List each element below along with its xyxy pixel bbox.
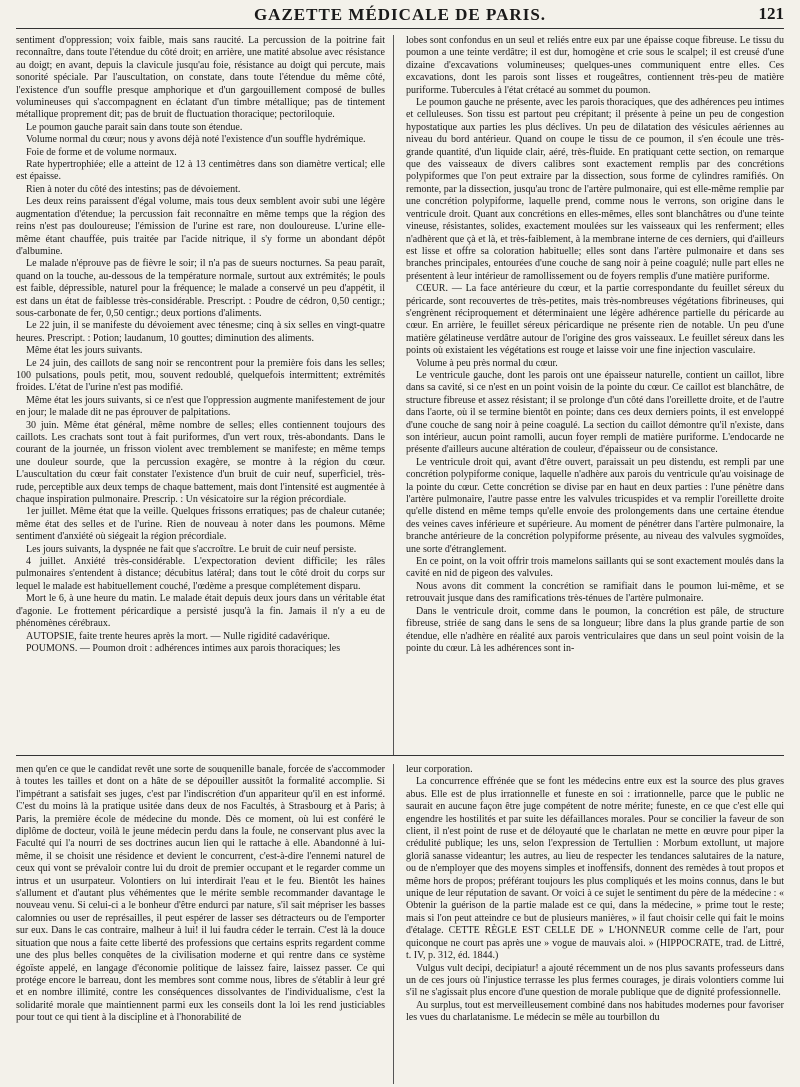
feuilleton-left-column [16, 764, 394, 1084]
publication-title: GAZETTE MÉDICALE DE PARIS. [253, 5, 547, 24]
paragraph: En ce point, on la voit offrir trois mamelons saillants qui se sont exactement moulés dans la cavité en nid de pigeon des valvules. [406, 556, 784, 580]
paragraph: 1er juillet. Même état que la veille. Quelques frissons erratiques; pas de chaleur cutanée; même état des selles et de l'urine. Rien de nouveau à noter dans les poumons. Même sentiment d'anxiété où siégeait la région précordiale. [16, 506, 385, 543]
paragraph: lobes sont confondus en un seul et reliés entre eux par une épaisse coque fibreuse. Le tissu du poumon a une teinte verdâtre; il est dur, homogène et crie sous le scalpel; il est creusé d'une dizaine d'excavations volumineuses; quelques-unes communiquent entre elles. Ces excavations, dont les parois sont lisses et rougeâtres, contiennent très-peu de matière puriforme. Tubercules à l'état crétacé au sommet du poumon. [406, 35, 784, 96]
case-report-right-column [406, 35, 784, 755]
paragraph: Même état les jours suivants, si ce n'est que l'oppression augmente manifestement de jour en jour; le malade dit ne pas éprouver de palpitations. [16, 394, 385, 419]
paragraph: Nous avons dit comment la concrétion se ramifiait dans le poumon lui-même, et se retrouvait jusque dans des ramifications très-ténues de l'artère pulmonaire. [406, 580, 784, 605]
paragraph: POUMONS. — Poumon droit : adhérences intimes aux parois thoraciques; les [26, 642, 341, 654]
paragraph: Les deux reins paraissent d'égal volume, mais tous deux semblent avoir subi une légère augmentation d'étendue; la percussion fait reconnaître en même temps que la région des reins n'est pas douloureuse; l'émission de l'urine est rare, non douloureuse. L'urine elle-même étant chauffée, puis traitée par l'acide nitrique, il s'y forme un abondant dépôt d'albumine. [16, 196, 385, 257]
paragraph: Volume à peu près normal du cœur. [416, 357, 558, 369]
paragraph: Même état les jours suivants. [26, 345, 143, 357]
case-report-section [16, 35, 784, 756]
paragraph: Rien à noter du côté des intestins; pas de dévoiement. [26, 183, 241, 195]
paragraph: Le ventricule droit qui, avant d'être ouvert, paraissait un peu distendu, est rempli par une concrétion polypiforme conique, laquelle n'adhère aux parois du ventricule qu'au voisinage de la pointe du cœur. Cette concrétion se divise par en haut en deux parties : l'une pénètre dans l'artère pulmonaire, l'autre passe entre les valvules tricuspides et va remplir l'oreillette droite qu'elle distend en même temps qu'elle envoie des prolongements dans une certaine étendue des veines caves inférieure et supérieure. Au moment de pénétrer dans l'artère pulmonaire, la branche antérieure de la concrétion polypiforme présente, au niveau des valvules sygmoïdes, une sorte d'étranglement. [406, 456, 784, 555]
paragraph: Vulgus vult decipi, decipiatur! a ajouté récemment un de nos plus savants professeurs dans un de ces jours où l'injustice terrasse les plus fermes courages, je dirais volontiers comme lui s'il ne s'agissait plus encore d'une question de morale publique que de dignité professionnelle. [406, 962, 784, 999]
paragraph: Au surplus, tout est merveilleusement combiné dans nos habitudes modernes pour favoriser les vues du charlatanisme. Le médecin se mêle au tourbillon du [406, 999, 784, 1024]
paragraph: sentiment d'oppression; voix faible, mais sans raucité. La percussion de la poitrine fait reconnaître, dans toute l'étendue du côté droit; en arrière, une matité absolue avec résistance au doigt; en avant, depuis la clavicule jusqu'au foie, résistance au doigt qui percute, mais sonorité spéciale. Par l'auscultation, on constate, dans toute l'étendue du même côté, l'existence d'un souffle presque amphorique et d'un gargouillement composé de bulles volumineuses qui s'accompagnent en éclatant d'un timbre métallique; pas de tintement métallique proprement dit; pas de bruit de fluctuation thoracique; pectoriloquie. [16, 35, 385, 121]
paragraph: La concurrence effrénée que se font les médecins entre eux est la source des plus graves abus. Elle est de plus irrationnelle et funeste en soi : irrationnelle, parce que le public ne saurait en aucune façon être juge compétent de notre mérite; funeste, en ce que c'est elle qui engendre les hostilités et par suite les défaillances morales. Pour se concilier la faveur de son client, il n'est point de ruse et de déloyauté que le charlatan ne mette en œuvre pour piper la crédulité publique; les uns, selon l'expression de Tertullien : Morbum extollunt, ut majore gloriâ sanasse videantur; les autres, au lieu de respecter les tendances salutaires de la nature, ou de n'employer que des moyens simples et inoffensifs, donnent des remèdes à tout propos et même hors de propos; préférant toujours les plus compliqués et les moins connus, dans le but unique de leur réputation de savant. Or voici à ce sujet le sentiment du père de la médecine : « Obtenir la guérison de la partie malade est ce qui, dans la médecine, » prime tout le reste; mais si l'on peut atteindre ce but de plusieurs manières, » il faut choisir celle qui fait le moins d'étalage. CETTE RÈGLE EST CELLE DE » L'HONNEUR comme celle de l'art, pour quiconque ne court pas après une » vogue de mauvais aloi. » (HIPPOCRATE, trad. de Littré, t. IV, p. 312, éd. 1844.) [406, 776, 784, 962]
paragraph: 30 juin. Même état général, même nombre de selles; elles contiennent toujours des caillots. Les crachats sont tout à fait puriformes, d'un vert roux, très-abondants. Dans le courant de la journée, un frisson violent avec tremblement se manifeste; en même temps une douleur sourde, que la percussion exagère, se montre à la région du cœur. L'auscultation du cœur fait constater l'existence d'un bruit de cuir neuf, superficiel, très-rude, perceptible aux deux temps de chaque battement, mais dont l'intensité est augmentée à chaque inspiration pulmonaire. Prescrip. : Un vésicatoire sur la région précordiale. [16, 419, 385, 506]
feuilleton-section [16, 764, 784, 1084]
paragraph: men qu'en ce que le candidat revêt une sorte de souquenille banale, forcée de s'accommoder à toutes les tailles et dont on a hâte de se dépouiller aussitôt la formalité accomplie. Si l'impétrant a satisfait ses juges, c'est par l'indiscrétion d'un appariteur qu'il en est informé. C'est du moins là la pratique usitée dans deux de nos Facultés, à Strasbourg et à Paris; à Paris, la première école de médecine du monde. Dès ce moment, où lui est conféré le diplôme de docteur, voilà le jeune médecin perdu dans la foule, ne conservant plus avec la Faculté qui l'a nourri de ses doctrines aucun lien qui le rattache à elle. Abandonné à lui-même, il se choisit une résidence et devient le concurrent, c'est-à-dire l'ennemi naturel de ceux qui vont se prévaloir contre lui du droit de premier occupant et le regarder comme un intrus et un usurpateur. Volontiers on lui interdirait l'eau et le feu. Bientôt les haines s'allument et d'autant plus véhémentes que le mérite semble recommander davantage le nouveau venu. Si celui-ci a le bonheur d'être endurci par nature, s'il sait mépriser les basses calomnies ou user de représailles, il peut espérer de lasser ses détracteurs ou de l'emporter sur eux. Dans le cas contraire, malheur à lui! il lui faudra céder le terrain. C'est là la douce situation que nous a faite cette liberté des professions que certains esprits regardent comme une des plus belles conquêtes de la civilisation moderne et qui rentre dans ce système égoïste appelé, en langage d'économie politique de laissez faire, laissez passer. Ce qui protége encore le barreau, dont les membres sont comme nous, libres de s'établir à leur gré et en nombre illimité, contre les conséquences dissolvantes de l'individualisme, c'est la solidarité morale que maintiennent parmi eux les conseils dont la loi les rend justiciables pour tout ce qui tient à la discipline et à l'honorabilité de [16, 764, 385, 1024]
masthead [16, 0, 784, 29]
paragraph: Rate hypertrophiée; elle a atteint de 12 à 13 centimètres dans son diamètre vertical; elle est épaisse. [16, 159, 385, 183]
paragraph: Le 24 juin, des caillots de sang noir se rencontrent pour la première fois dans les selles; 100 pulsations, pouls petit, mou, souvent redoublé, quelquefois intermittent; extrémités froides. L'état de l'urine n'est pas modifié. [16, 357, 385, 394]
case-report-left-column [16, 35, 394, 755]
paragraph: Le 22 juin, il se manifeste du dévoiement avec ténesme; cinq à six selles en vingt-quatre heures. Prescript. : Potion; laudanum, 10 gouttes; diminution des aliments. [16, 320, 385, 344]
paragraph: Le malade n'éprouve pas de fièvre le soir; il n'a pas de sueurs nocturnes. Sa peau paraît, quand on la touche, au-dessous de la température normale, surtout aux extrémités; le pouls est faible, dépressible, naturel pour la fréquence; le malade a conservé un peu d'appétit, il est dans un état de faiblesse très-considérable. Prescript. : Poudre de cédron, 0,50 centigr.; sous-carbonate de fer, 0,50 centigr.; deux portions d'aliments. [16, 258, 385, 319]
paragraph: CŒUR. — La face antérieure du cœur, et la partie correspondante du feuillet séreux du péricarde, sont recouvertes de très-petites, mais très-nombreuses végétations fibrineuses, qui s'engrènent réciproquement et déterminaient une légère adhérence partielle du péricarde au cœur. En arrière, le feuillet séreux péricardique ne présente rien de notable. Un peu d'une matière gélatineuse verdâtre autour de l'origine des gros vaisseaux. Le feuillet séreux dans les points où existaient les végétations est rouge et laisse voir une fine injection vasculaire. [406, 283, 784, 357]
paragraph: 4 juillet. Anxiété très-considérable. L'expectoration devient difficile; les râles pulmonaires s'entendent à distance; décubitus latéral; dans tout le côté droit du corps sur lequel le malade est habituellement couché, l'œdème a presque complétement disparu. [16, 556, 385, 592]
paragraph: Le poumon gauche ne présente, avec les parois thoraciques, que des adhérences peu intimes et celluleuses. Son tissu est partout peu crépitant; il présente à peine un peu de congestion hypostatique aux parties les plus déclives. Un peu de dilatation des vésicules aériennes au niveau du bord antérieur. Quand on coupe le tissu de ce poumon, il s'en écoule une très-grande quantité, d'un liquide clair, aéré, très-fluide. En pratiquant cette section, on remarque que des vaisseaux de divers calibres sont exactement remplis par des concrétions polypiformes que l'on peut extraire par la dissection, sous forme de cylindres ramifiés. On remonte, par la dissection, jusqu'au tronc de l'artère pulmonaire, qui est elle-même remplie par une concrétion polypiforme, laquelle prend, comme nous le verrons, son origine dans le ventricule droit. Quant aux concrétions en elles-mêmes, elles sont blanchâtres ou d'une teinte vineuse, résistantes, solides, exactement moulées sur les vaisseaux qui les renferment; elles n'adhèrent que çà et là, et très-faiblement, à la membrane interne de ces derniers, qui d'ailleurs est lisse et offre sa coloration habituelle; elles sont dans l'artère pulmonaire et dans ses branches principales, entourées d'une couche de sang noir à peine coagulé; nulle part elles ne présentent à leur intérieur de ramollissement ou de foyers remplis d'une matière puriforme. [406, 97, 784, 282]
paragraph: Foie de forme et de volume normaux. [26, 146, 177, 158]
feuilleton-right-column [406, 764, 784, 1084]
paragraph: Le poumon gauche parait sain dans toute son étendue. [26, 121, 243, 133]
paragraph: leur corporation. [406, 764, 473, 775]
paragraph: Mort le 6, à une heure du matin. Le malade était depuis deux jours dans un véritable état d'agonie. Le frottement péricardique a persisté jusqu'à la fin. Jamais il n'y a eu de phénomènes cérébraux. [16, 593, 385, 630]
paragraph: Le ventricule gauche, dont les parois ont une épaisseur naturelle, contient un caillot, libre dans sa cavité, si ce n'est en un point voisin de la pointe du cœur. Ce caillot est blanchâtre, de structure fibreuse et assez résistant; il se prolonge d'un côté dans l'oreillette droite, et de l'autre dans l'aorte, où il se termine bientôt en pointe; dans ces deux derniers points, il est enveloppé d'une couche de sang noir à peine coagulé. La section du caillot démontre qu'il n'existe, dans son intérieur, aucun point ramolli, aucun foyer rempli de matière puriforme. L'endocarde ne présente d'ailleurs aucune altération de couleur, d'épaisseur ou de consistance. [406, 369, 784, 456]
paragraph: Les jours suivants, la dyspnée ne fait que s'accroître. Le bruit de cuir neuf persiste. [26, 543, 357, 555]
paragraph: Dans le ventricule droit, comme dans le poumon, la concrétion est pâle, de structure fibreuse, striée de sang dans le sens de sa longueur; libre dans la plus grande partie de son étendue, elle n'adhère en réalité aux parois ventriculaires que dans un seul point voisin de la pointe du cœur. Là les adhérences sont in- [406, 605, 784, 654]
paragraph: Volume normal du cœur; nous y avons déjà noté l'existence d'un souffle hydrémique. [26, 134, 366, 146]
page-number: 121 [758, 4, 784, 23]
paragraph: AUTOPSIE, faite trente heures après la mort. — Nulle rigidité cadavérique. [26, 630, 330, 642]
